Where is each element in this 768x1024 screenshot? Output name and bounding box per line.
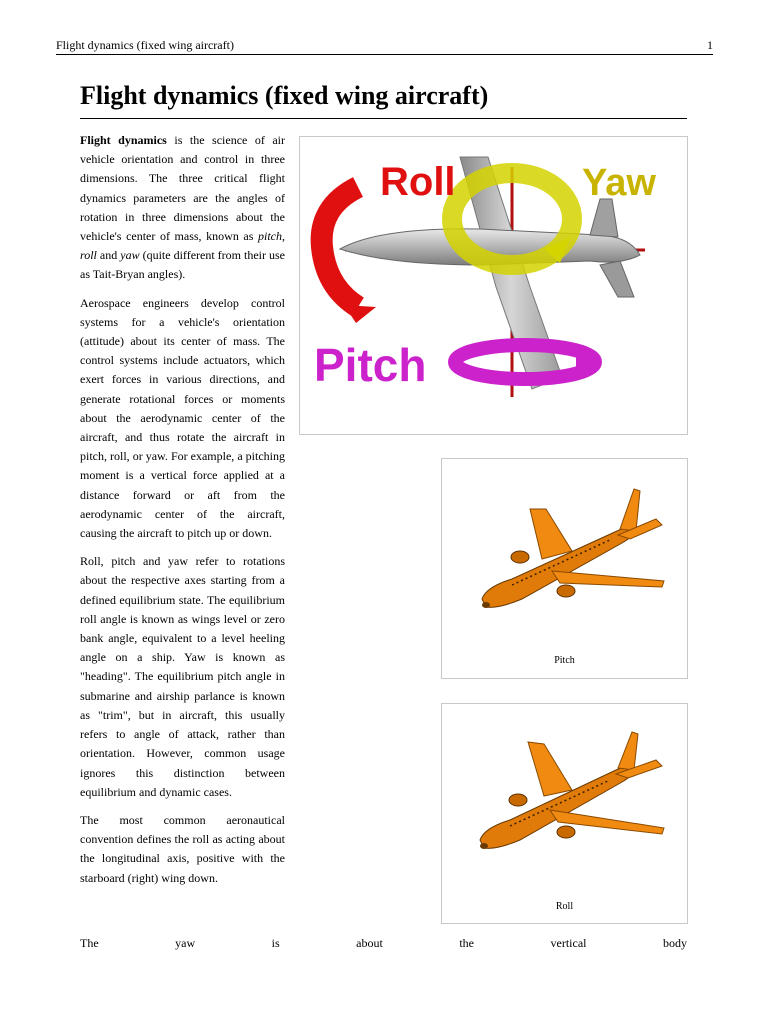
roll-airliner-illustration [442,704,687,894]
word: The [80,936,99,950]
axes-figure [299,136,688,435]
airliner-icon [482,489,664,608]
intro-sep: , [282,229,285,244]
word: vertical [550,936,587,950]
word: body [663,936,687,950]
pitch-label: Pitch [314,339,427,391]
word: the [459,936,475,950]
term-roll: roll [80,248,97,263]
intro-and: and [96,248,121,263]
roll-caption: Roll [555,901,574,912]
roll-label: Roll [380,160,456,204]
article-body-column [80,131,285,897]
continuation-line [80,934,687,953]
tail-plane-shape [600,261,634,297]
word: about [356,936,383,950]
pitch-airliner-illustration [442,459,687,649]
roll-figure [441,703,688,924]
running-head [56,36,713,55]
term-yaw: yaw [120,248,140,263]
airliner-icon [480,732,664,849]
running-head-title: Flight dynamics (fixed wing aircraft) [56,38,234,52]
article-title: Flight dynamics (fixed wing aircraft) [80,76,687,119]
tail-fin-shape [590,199,618,237]
bold-term: Flight dynamics [80,133,167,147]
intro-text-b: (quite different from their use as Tait-Bryan angles). [80,248,285,282]
yaw-label: Yaw [582,162,656,204]
intro-text-a: is the science of air vehicle orientation and control in three dimensions. The three critical flight dynamics parameters are the angles of rotation in three dimensions about the vehicle's center of mass, known as [80,133,286,244]
paragraph-rotations: Roll, pitch and yaw refer to rotations about the respective axes starting from a defined equilibrium state. The equilibrium roll angle is known as wings level or zero bank angle, equivalent to a level heeling angle on a ship. Yaw is known as "heading". The equilibrium pitch angle in submarine and airship parlance is known as "trim", but in aircraft, this usually refers to angle of attack, rather than orientation. However, common usage ignores this distinction between equilibrium and dynamic cases. [80,554,285,799]
page-number: 1 [707,38,713,52]
paragraph-convention: The most common aeronautical convention defines the roll as acting about the longitudinal axis, positive with the starboard (right) wing down. [80,812,285,885]
axes-illustration [300,137,687,434]
paragraph-control-systems: Aerospace engineers develop control systems for a vehicle's orientation (attitude) about its center of mass. The control systems include actuators, which exert forces in various directions, and generate rotational forces or moments about the aerodynamic center of the aircraft, and thus rotate the aircraft in pitch, roll, or yaw. For example, a pitching moment is a vertical force applied at a distance forward or aft from the aerodynamic center of the aircraft, causing the aircraft to pitch up or down. [80,295,285,541]
word: yaw [175,936,196,950]
term-pitch: pitch [258,229,282,244]
word: is [271,936,280,950]
paragraph-intro [80,131,285,285]
pitch-caption: Pitch [554,655,575,666]
pitch-figure [441,458,688,679]
